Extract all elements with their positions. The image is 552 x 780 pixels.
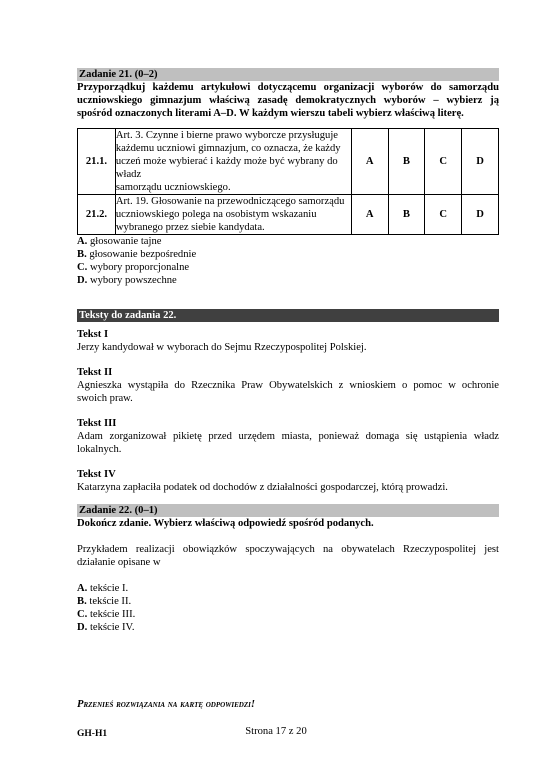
task-21-header: Zadanie 21. (0–2) <box>77 68 499 81</box>
text-4-title: Tekst IV <box>77 469 116 480</box>
exam-code: GH-H1 <box>77 729 108 739</box>
option-b[interactable]: B <box>388 195 425 235</box>
option-c[interactable]: C <box>425 195 462 235</box>
page-number: Strona 17 z 20 <box>245 726 307 737</box>
answer-a: A. tekście I. <box>77 583 129 594</box>
row-number: 21.2. <box>78 195 116 235</box>
article-text <box>115 195 351 235</box>
article-line: Art. 3. Czynne i bierne prawo wyborcze przysługuje <box>115 130 338 141</box>
task-22-instruction: Dokończ zdanie. Wybierz właściwą odpowiedź spośród podanych. <box>77 518 374 529</box>
task-22-question-line-1: Przykładem realizacji obowiązków spoczywających na obywatelach Rzeczypospolitej jest <box>77 544 499 555</box>
texts-22-header: Teksty do zadania 22. <box>77 309 499 322</box>
answer-b: B. tekście II. <box>77 596 132 607</box>
choice-c: C. wybory proporcjonalne <box>77 262 190 273</box>
text-3-body-line-1: Adam zorganizował pikietę przed urzędem miasta, ponieważ domaga się ustąpienia władz <box>77 431 499 442</box>
row-number: 21.1. <box>78 129 116 195</box>
table-row-21-1 <box>78 129 499 195</box>
option-c[interactable]: C <box>425 129 462 195</box>
choice-b: B. głosowanie bezpośrednie <box>77 249 197 260</box>
task-22-header: Zadanie 22. (0–1) <box>77 504 499 517</box>
task-21-instruction-line-1: Przyporządkuj każdemu artykułowi dotyczącemu organizacji wyborów do samorządu <box>77 82 499 93</box>
text-4-body: Katarzyna zapłaciła podatek od dochodów z działalności gospodarczej, którą prowadzi. <box>77 482 448 493</box>
option-d[interactable]: D <box>462 195 499 235</box>
option-a[interactable]: A <box>351 129 388 195</box>
text-2-body-line-2: swoich praw. <box>77 393 133 404</box>
task-21-instruction-line-3: spośród oznaczonych literami A–D. W każdym wierszu tabeli wybierz właściwą literę. <box>77 108 464 119</box>
article-line: samorządu uczniowskiego. <box>115 182 231 193</box>
table-row-21-2 <box>78 195 499 235</box>
article-line: wybranego przez siebie kandydata. <box>115 222 265 233</box>
text-1-title: Tekst I <box>77 329 109 340</box>
text-2-body-line-1: Agnieszka wystąpiła do Rzecznika Praw Obywatelskich z wnioskiem o pomoc w ochronie <box>77 380 499 391</box>
task-22-question-line-2: działanie opisane w <box>77 557 161 568</box>
text-2-title: Tekst II <box>77 367 113 378</box>
choice-a: A. głosowanie tajne <box>77 236 162 247</box>
answer-c: C. tekście III. <box>77 609 136 620</box>
task-21-instruction-line-2: uczniowskiego gimnazjum właściwą zasadę demokratycznych wyborów – wybierz ją <box>77 95 499 106</box>
article-line: uczeń może wybierać i każdy może być wybrany do władz <box>115 156 338 180</box>
article-text <box>115 129 351 195</box>
answer-d: D. tekście IV. <box>77 622 135 633</box>
task-21-answer-table <box>77 128 499 235</box>
choice-d: D. wybory powszechne <box>77 275 177 286</box>
text-3-title: Tekst III <box>77 418 117 429</box>
article-line: uczniowskiego polega na osobistym wskazaniu <box>115 209 317 220</box>
option-d[interactable]: D <box>462 129 499 195</box>
option-a[interactable]: A <box>351 195 388 235</box>
text-1-body: Jerzy kandydował w wyborach do Sejmu Rzeczypospolitej Polskiej. <box>77 342 367 353</box>
transfer-note: Przenieś rozwiązania na kartę odpowiedzi! <box>77 699 255 710</box>
text-3-body-line-2: lokalnych. <box>77 444 122 455</box>
option-b[interactable]: B <box>388 129 425 195</box>
article-line: każdemu uczniowi gimnazjum, co oznacza, że każdy <box>115 143 341 154</box>
article-line: Art. 19. Głosowanie na przewodniczącego samorządu <box>115 196 345 207</box>
